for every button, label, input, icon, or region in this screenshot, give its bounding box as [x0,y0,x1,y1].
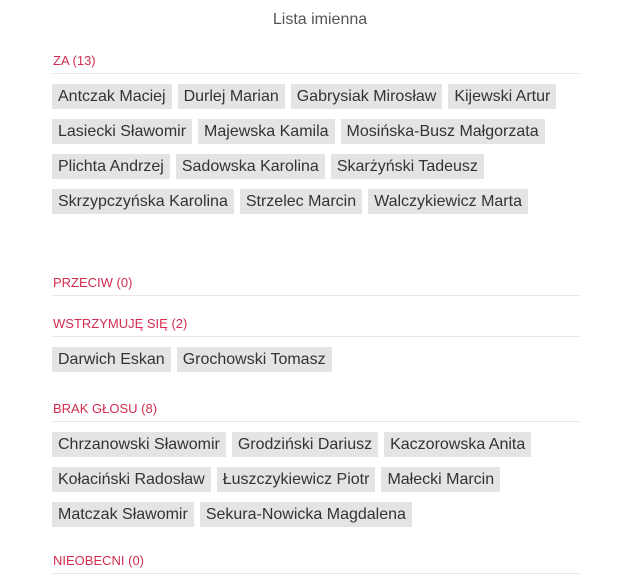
member-chip[interactable]: Kołaciński Radosław [52,467,211,492]
member-chip[interactable]: Kaczorowska Anita [384,432,531,457]
page-title: Lista imienna [272,11,368,28]
member-chip[interactable]: Mosińska-Busz Małgorzata [341,119,545,144]
section-header-za: ZA (13) [52,53,580,74]
member-chip[interactable]: Matczak Sławomir [52,502,194,527]
member-chip[interactable]: Sekura-Nowicka Magdalena [200,502,412,527]
section-brak-glosu [52,401,580,551]
member-chip[interactable]: Grochowski Tomasz [177,347,332,372]
section-header-wstrzymuje: WSTRZYMUJĘ SIĘ (2) [52,316,580,337]
member-chip[interactable]: Chrzanowski Sławomir [52,432,226,457]
chip-list-wstrzymuje [52,347,580,372]
chip-list-za [52,84,580,214]
section-header-brak-glosu: BRAK GŁOSU (8) [52,401,580,422]
section-header-nieobecni: NIEOBECNI (0) [52,553,580,574]
member-chip[interactable]: Sadowska Karolina [176,154,325,179]
section-wstrzymuje [52,316,580,396]
section-header-przeciw: PRZECIW (0) [52,275,580,296]
member-chip[interactable]: Gabrysiak Mirosław [291,84,443,109]
section-nieobecni [52,553,580,584]
section-za [52,53,580,238]
member-chip[interactable]: Skrzypczyńska Karolina [52,189,234,214]
member-chip[interactable]: Majewska Kamila [198,119,334,144]
member-chip[interactable]: Łuszczykiewicz Piotr [217,467,376,492]
member-chip[interactable]: Strzelec Marcin [240,189,362,214]
section-przeciw [52,275,580,306]
chip-list-brak-glosu [52,432,580,527]
member-chip[interactable]: Durlej Marian [178,84,285,109]
member-chip[interactable]: Skarżyński Tadeusz [331,154,484,179]
member-chip[interactable]: Antczak Maciej [52,84,172,109]
member-chip[interactable]: Małecki Marcin [381,467,500,492]
member-chip[interactable]: Walczykiewicz Marta [368,189,528,214]
member-chip[interactable]: Darwich Eskan [52,347,171,372]
member-chip[interactable]: Lasiecki Sławomir [52,119,192,144]
member-chip[interactable]: Grodziński Dariusz [232,432,378,457]
member-chip[interactable]: Kijewski Artur [448,84,556,109]
member-chip[interactable]: Plichta Andrzej [52,154,170,179]
